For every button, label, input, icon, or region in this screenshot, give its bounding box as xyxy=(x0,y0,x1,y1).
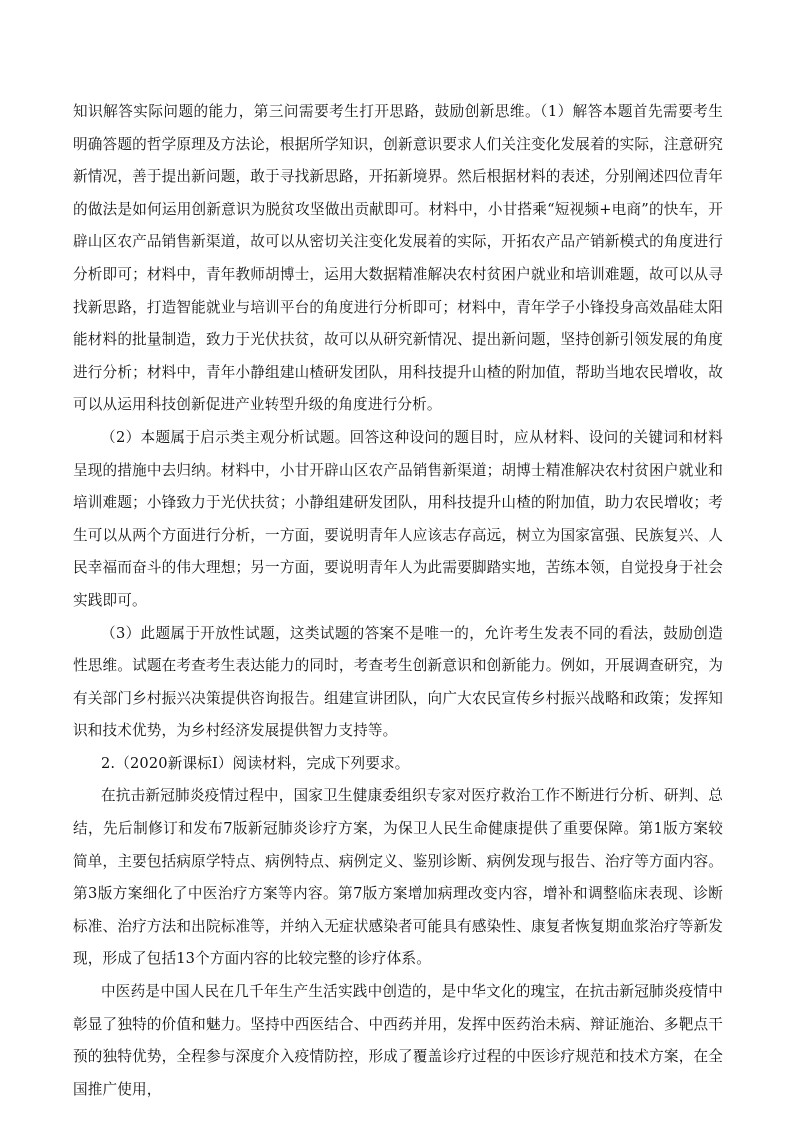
analysis-paragraph-3: （3）此题属于开放性试题，这类试题的答案不是唯一的，允许考生发表不同的看法，鼓励创造性思维。试题在考查考生表达能力的同时，考查考生创新意识和创新能力。例如，开展调查研究，为有关部门乡村振兴决策提供咨询报告。组建宣讲团队，向广大农民宣传乡村振兴战略和政策；发挥知识和技术优势，为乡村经济发展提供智力支持等。 xyxy=(73,624,723,740)
document-page xyxy=(73,96,723,1106)
material-paragraph-1: 在抗击新冠肺炎疫情过程中，国家卫生健康委组织专家对医疗救治工作不断进行分析、研判、总结，先后制修订和发布7版新冠肺炎诊疗方案，为保卫人民生命健康提供了重要保障。第1版方案较简单，主要包括病原学特点、病例特点、病例定义、鉴别诊断、病例发现与报告、治疗等方面内容。第3版方案细化了中医治疗方案等内容。第7版方案增加病理改变内容，增补和调整临床表现、诊断标准、治疗方法和出院标准等，并纳入无症状感染者可能具有感染性、康复者恢复期血浆治疗等新发现，形成了包括13个方面内容的比较完整的诊疗体系。 xyxy=(73,787,723,968)
analysis-paragraph-1: 知识解答实际问题的能力，第三问需要考生打开思路，鼓励创新思维。（1）解答本题首先需要考生明确答题的哲学原理及方法论，根据所学知识，创新意识要求人们关注变化发展着的实际，注意研究新情况，善于提出新问题，敢于寻找新思路，开拓新境界。然后根据材料的表述，分别阐述四位青年的做法是如何运用创新意识为脱贫攻坚做出贡献即可。材料中，小甘搭乘“短视频+电商”的快车，开辟山区农产品销售新渠道，故可以从密切关注变化发展着的实际，开拓农产品产销新模式的角度进行分析即可；材料中，青年教师胡博士，运用大数据精准解决农村贫困户就业和培训难题，故可以从寻找新思路，打造智能就业与培训平台的角度进行分析即可；材料中，青年学子小锋投身高效晶硅太阳能材料的批量制造，致力于光伏扶贫，故可以从研究新情况、提出新问题，坚持创新引领发展的角度进行分析；材料中，青年小静组建山楂研发团队，用科技提升山楂的附加值，帮助当地农民增收，故可以从运用科技创新促进产业转型升级的角度进行分析。 xyxy=(73,103,723,414)
question-heading: 2.（2020新课标I）阅读材料，完成下列要求。 xyxy=(101,754,410,772)
material-paragraph-2: 中医药是中国人民在几千年生产生活实践中创造的，是中华文化的瑰宝，在抗击新冠肺炎疫情中彰显了独特的价值和魅力。坚持中西医结合、中西药并用，发挥中医药治未病、辩证施治、多靶点干预的独特优势，全程参与深度介入疫情防控，形成了覆盖诊疗过程的中医诊疗规范和技术方案，在全国推广使用， xyxy=(73,983,723,1098)
analysis-paragraph-2: （2）本题属于启示类主观分析试题。回答这种设问的题目时，应从材料、设问的关键词和材料呈现的措施中去归纳。材料中，小甘开辟山区农产品销售新渠道；胡博士精准解决农村贫困户就业和培训难题；小锋致力于光伏扶贫；小静组建研发团队，用科技提升山楂的附加值，助力农民增收；考生可以从两个方面进行分析，一方面，要说明青年人应该志存高远，树立为国家富强、民族复兴、人民幸福而奋斗的伟大理想；另一方面，要说明青年人为此需要脚踏实地，苦练本领，自觉投身于社会实践即可。 xyxy=(73,428,723,609)
